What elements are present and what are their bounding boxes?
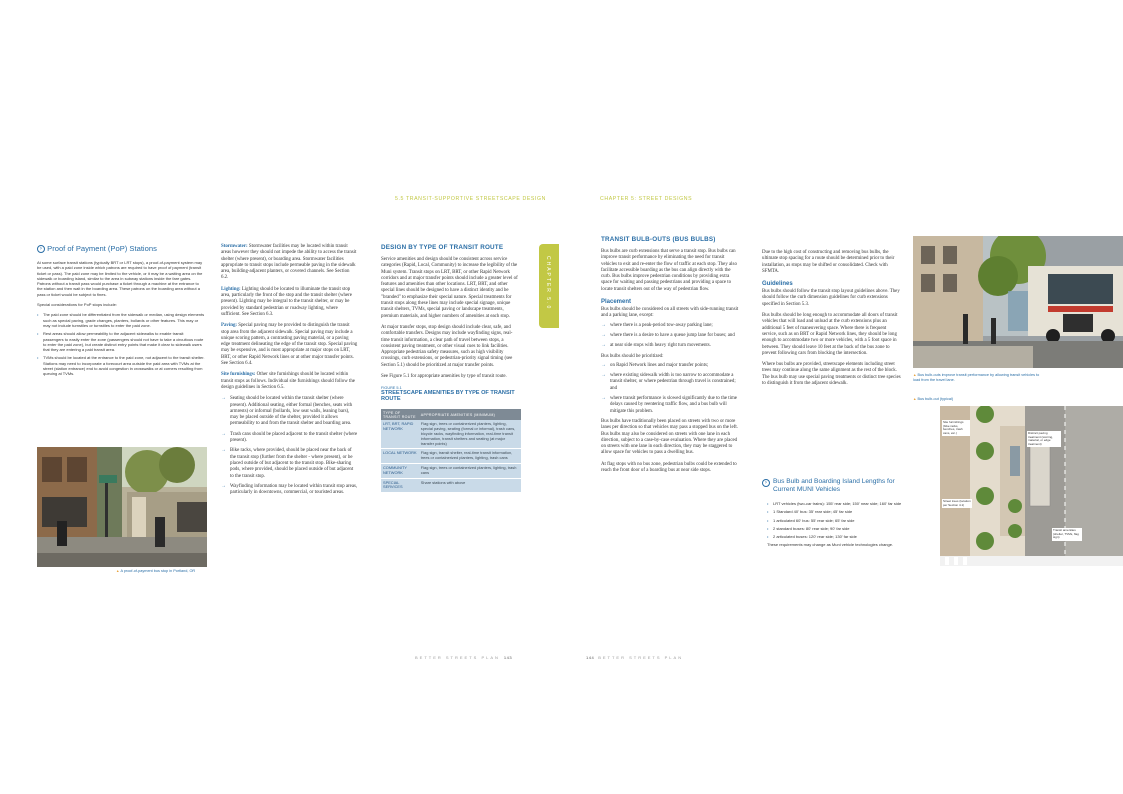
design-paragraph-1: Service amenities and design should be consistent across service categories (Rapid, Local, Community) to increase the legibility of the Muni system. Transit stops on LRT, BRT, or other Rapid Network corridors and at major transfer points should include a greater level of features and amenities than other locations. LRT, BRT, and other special lines should be designed to have a distinct identity and be "branded" to emphasize their special nature. Special treatments for transit stops along these lines may include special signage, unique transit shelters, TVMs, special paving or landscape treatments, premium materials, and higher numbers of amenities at each stop.	[381, 257, 518, 319]
arrow-list-item: → Trash cans should be placed adjacent to the transit shelter (where present).	[221, 432, 358, 445]
lighting-text: Lighting should be located to illuminate the transit stop area, particularly the front of the stop and the transit shelter (where present). Lighting may be integral to the transit shelter, or may be provided by standard pedestrian or roadway lighting, where sufficient. See Section 6.3.	[221, 286, 352, 317]
street-trees-callout: Street trees (location per Section 4.1)	[943, 499, 971, 507]
pop-bullet: • Rest areas should allow permeability to the adjacent sidewalks to enable transit passengers to easily enter the zone (passengers should not have to take a circuitous route to enter the paid zone), but create distinct entry points that make it clear to sidewalk users that they are entering a paid transit area.	[37, 331, 205, 352]
site-furnishings-text: Other site furnishings should be located within transit stops as follows. Individual site furnishings should follow the design guidelines in Section 6.5.	[221, 372, 355, 390]
pop-photo	[37, 447, 207, 567]
arrow-list-item: → on Rapid Network lines and major transfer points;	[601, 363, 739, 369]
guidelines-paragraph-1: Bus bulbs should follow the transit stop layout guidelines above. They should follow the curb dimension guidelines for curb extensions specified in Section 5.3.	[762, 289, 900, 307]
left-page-column-2	[221, 244, 358, 500]
length-item: • 1 Standard 40' bus: 35' rear side; 45' far side	[767, 509, 910, 514]
pop-considerations-label: Special considerations for PoP stops include:	[37, 302, 117, 308]
pop-sidebar	[37, 244, 205, 380]
placement-heading: Placement	[601, 299, 632, 306]
arrow-list-item: → at near side stops with heavy right turn movements.	[601, 343, 739, 349]
paving-lead: Paving:	[221, 323, 238, 329]
table-header: APPROPRIATE AMENITIES (MINIMUM)	[419, 409, 521, 420]
table-row	[381, 478, 521, 493]
bus-bulbs-intro: Bus bulbs are curb extensions that serve a transit stop. Bus bulbs can improve transit performance by eliminating the need for transit vehicles to exit and re-enter the flow of traffic at each stop. They also facilitate accessible boarding as the bus can align directly with the curb. Bus bulbs improve pedestrian conditions by providing extra space for waiting and passing pedestrians and providing a space to locate transit shelters out of the way of pedestrian flow.	[601, 249, 737, 292]
flag-stops-paragraph: At flag stops with no bus zone, pedestrian bulbs could be extended to reach the front door of a boarding bus at near side stops.	[601, 461, 737, 474]
lengths-list	[762, 501, 910, 539]
table-row	[381, 420, 521, 448]
arrow-circle-icon: ›	[37, 245, 45, 253]
amenities-cell: Share stations with above	[419, 478, 521, 493]
left-footer-brand: BETTER STREETS PLAN	[415, 655, 500, 660]
lengths-title-row	[762, 478, 910, 494]
chapter-tab	[539, 244, 559, 328]
site-furnishings-list	[221, 396, 358, 496]
pop-title-row	[37, 244, 205, 253]
route-type-cell: LOCAL NETWORK	[381, 449, 419, 464]
portland-street-photo	[37, 447, 207, 567]
pop-intro: At some surface transit stations (typically BRT or LRT stops), a proof-of-payment system may be used, with a paid zone inside which patrons are required to have proof of payment (transit ticket or pass). The paid zone may be limited to the vehicle, or it may be a waiting area on the sidewalk or boarding island, similar to the area in subway stations inside the fare gates. Patrons without a transit pass would purchase a ticket through a machine at the entrance to the station and then wait in the boarding area. These patrons on the boarding area without a pass or ticket would be subject to fines.	[37, 260, 203, 297]
plan-caption: ▲ Bus bulb-out (typical)	[913, 397, 953, 401]
guidelines-heading: Guidelines	[762, 281, 793, 288]
length-item: • 2 articulated buses: 120' rear side; 130' far side	[767, 534, 910, 539]
site-furnishings-paragraph	[221, 372, 358, 391]
arrow-list-item: → where there is a desire to have a queue jump lane for buses; and	[601, 333, 739, 339]
amenities-cell: Flag sign, trees or containerized planters, lighting, special paving, seating (formal or informal), trash cans, bicycle racks, wayfinding information, real-time transit information, transit shelters and seating (at major transfer points)	[419, 420, 521, 448]
figure-label: FIGURE 5.1	[381, 386, 402, 391]
bus-bulbs-lanes-paragraph: Bus bulbs have traditionally been placed on streets with two or more lanes per direction so that vehicles may pass a stopped bus on the left. Bus bulbs may also be considered on streets with one lane in each direction, subject to a case-by-case evaluation. Where they are placed on streets with one lane in each direction, they may be staggered to allow space for vehicles to pass a dwelling bus.	[601, 418, 738, 456]
right-page-column-2	[762, 250, 902, 392]
stormwater-paragraph	[221, 244, 358, 282]
chapter-tab-label: CHAPTER 5.0	[545, 256, 551, 311]
route-type-cell: LRT, BRT, RAPID NETWORK	[381, 420, 419, 448]
left-running-header: 5.5 TRANSIT-SUPPORTIVE STREETSCAPE DESIGN	[395, 196, 546, 202]
prioritized-paragraph: Bus bulbs should be prioritized:	[601, 353, 664, 359]
pop-bullet-list	[37, 312, 205, 376]
stormwater-lead: Stormwater:	[221, 244, 248, 249]
length-item: • 1 articulated 60' bus: 55' rear side; 65' far side	[767, 518, 910, 523]
guidelines-paragraph-3: Where bus bulbs are provided, streetscape elements including street trees may continue along the same alignment as the rest of the block. The bus bulb may use special paving treatments or distinct tree species to distinguish it from the adjacent sidewalk.	[762, 362, 901, 387]
figure-title: STREETSCAPE AMENITIES BY TYPE OF TRANSIT ROUTE	[381, 390, 515, 403]
placement-exceptions-list	[601, 323, 739, 350]
left-page-number: 143	[503, 655, 513, 660]
site-furnishings-lead: Site furnishings:	[221, 372, 256, 378]
pop-title: Proof of Payment (PoP) Stations	[47, 244, 157, 253]
design-paragraph-2: At major transfer stops, stop design should include clear, safe, and comfortable transfers. Designs may include wayfinding signs, real-time transit information, a clear path of travel between stops, a consistent paving treatment, or other visual cues to link facilities. Appropriate pedestrian safety measures, such as high visibility crossings, curb extensions, or pedestrian-priority signal timing (see Section 5.1) should be prioritized at major transfer points.	[381, 324, 513, 368]
table-header: TYPE OF TRANSIT ROUTE	[381, 409, 419, 420]
prioritized-list	[601, 363, 739, 415]
guidelines-paragraph-2: Bus bulbs should be long enough to accommodate all doors of transit vehicles that will load and unload at the curb extensions plus an additional 5 feet of maneuvering space. Where there is frequent service, such as on BRT or Rapid Network lines, they should be long enough to accommodate two or more vehicles, with a 5 foot space in between. They should leave 10 feet at the back of the bus zone to prevent following cars from blocking the intersection.	[762, 313, 898, 356]
right-page-number: 144	[586, 655, 595, 660]
bus-bulb-plan-diagram	[940, 406, 1123, 566]
design-by-route-title: DESIGN BY TYPE OF TRANSIT ROUTE	[381, 244, 504, 251]
right-footer-brand: BETTER STREETS PLAN	[598, 655, 684, 660]
lighting-lead: Lighting:	[221, 286, 241, 292]
lighting-paragraph	[221, 287, 358, 318]
bus-at-bulb-photo	[913, 236, 1123, 368]
length-item: • 2 standard buses: 80' rear side; 90' far side	[767, 526, 910, 531]
arrow-list-item: → Bike racks, where provided, should be placed near the back of the transit stop (further from the shelter - where present), or be placed outside of but adjacent to the transit stop. Bike-sharing pods, where provided, should be placed outside of but adjacent to the transit stop.	[221, 448, 358, 479]
stormwater-text: Stormwater facilities may be located within transit areas however they should not impede the ability to access the transit shelter (where present), or boarding area. Stormwater facilities appropriate to transit stops include permeable paving in the sidewalk area, building-adjacent planters, or covered channels. See Section 6.2.	[221, 244, 357, 281]
placement-paragraph: Bus bulbs should be considered on all streets with side-running transit and a parking lane, except:	[601, 307, 739, 319]
left-page-column-3	[381, 244, 521, 493]
amenities-table	[381, 409, 521, 493]
pop-photo-caption: ▲ A proof-of-payment bus stop in Portland, OR	[116, 569, 195, 573]
lengths-title: Bus Bulb and Boarding Island Lengths for Current MUNI Vehicles	[773, 478, 895, 493]
route-type-cell: SPECIAL SERVICES	[381, 478, 419, 493]
right-footer	[582, 655, 683, 660]
arrow-list-item: → Wayfinding information may be located within transit stop areas, particularly in downtowns, commercial, or touristed areas.	[221, 484, 358, 497]
design-paragraph-3: See Figure 5.1 for appropriate amenities by type of transit route.	[381, 374, 507, 380]
amenities-cell: Flag sign, trees or containerized planters, lighting, trash cans	[419, 463, 521, 478]
pop-bullet: • The paid zone should be differentiated from the sidewalk or median, using design elements such as special paving, grade changes, planters, bollards or other features. This may or may not include turnstiles or turnstiles to enter the paid zone.	[37, 312, 205, 328]
bus-bulb-photo	[913, 236, 1123, 368]
furnishings-callout: Site furnishings (bike racks, benches, trash cans, etc.)	[942, 420, 970, 436]
paving-paragraph	[221, 323, 358, 367]
bus-bulbs-title: TRANSIT BULB-OUTS (BUS BULBS)	[601, 236, 716, 243]
right-page-column-1	[601, 236, 739, 479]
transit-amenities-callout: Transit amenities (shelter, TVMs, flag sign)	[1052, 528, 1082, 541]
bus-bulb-lengths-box	[762, 478, 910, 548]
special-paving-callout: Distinct paving treatment (scoring, material, or edge treatment)	[1027, 431, 1061, 447]
table-row	[381, 449, 521, 464]
right-running-header: CHAPTER 5: STREET DESIGNS	[600, 196, 693, 202]
amenities-cell: Flag sign, transit shelter, real-time transit information, trees or containerized planters, lighting, trash cans	[419, 449, 521, 464]
left-footer	[415, 655, 516, 660]
arrow-list-item: → where transit performance is slowed significantly due to the time delays caused by reentering traffic flow, and a bus bulb will mitigate this problem.	[601, 396, 739, 415]
arrow-list-item: → where there is a peak-period tow-away parking lane;	[601, 323, 739, 329]
paving-text: Special paving may be provided to distinguish the transit stop area from the adjacent sidewalk. Special paving may include a unique scoring pattern, a contrasting paving material, or a paving edge treatment delineating the edge of the transit stop. Special paving may be expensive, and is most appropriate at major stops on LRT, BRT, or other Rapid Network lines or at other major transfer points. See Section 6.4.	[221, 323, 358, 367]
bus-photo-caption: ▲ Bus bulb-outs improve transit performance by allowing transit vehicles to load from the travel lane.	[913, 373, 1043, 383]
cost-paragraph: Due to the high cost of constructing and removing bus bulbs, the ultimate stop spacing for a route should be determined prior to their installation, as stops may be shifted or consolidated. Check with SFMTA.	[762, 250, 895, 274]
arrow-list-item: → where existing sidewalk width is too narrow to accommodate a transit shelter, or where pedestrian through travel is constrained; and	[601, 373, 739, 392]
pop-bullet: • TVMs should be located at the entrance to the paid zone, not adjacent to the transit shelter. Stations may need to incorporate a forecourt area outside the paid area with TVMs at the street (station entrance) end to avoid congestion in crosswalks or at corners resulting from queuing at TVMs.	[37, 355, 205, 376]
lengths-note: These requirements may change as Muni vehicle technologies change.	[767, 542, 894, 548]
length-item: • LRT vehicles (two-car trains): 155' rear side; 150' near side; 160' far side	[767, 501, 910, 506]
route-type-cell: COMMUNITY NETWORK	[381, 463, 419, 478]
arrow-circle-icon: ›	[762, 479, 770, 487]
arrow-list-item: → Seating should be located within the transit shelter (where present). Additional seating, either formal (benches, seats with armrests) or informal (bollards, low seat walls, leaning bars), may be placed outside of the shelter, provided it allows permeability to and from the transit shelter and boarding area.	[221, 396, 358, 427]
table-row	[381, 463, 521, 478]
